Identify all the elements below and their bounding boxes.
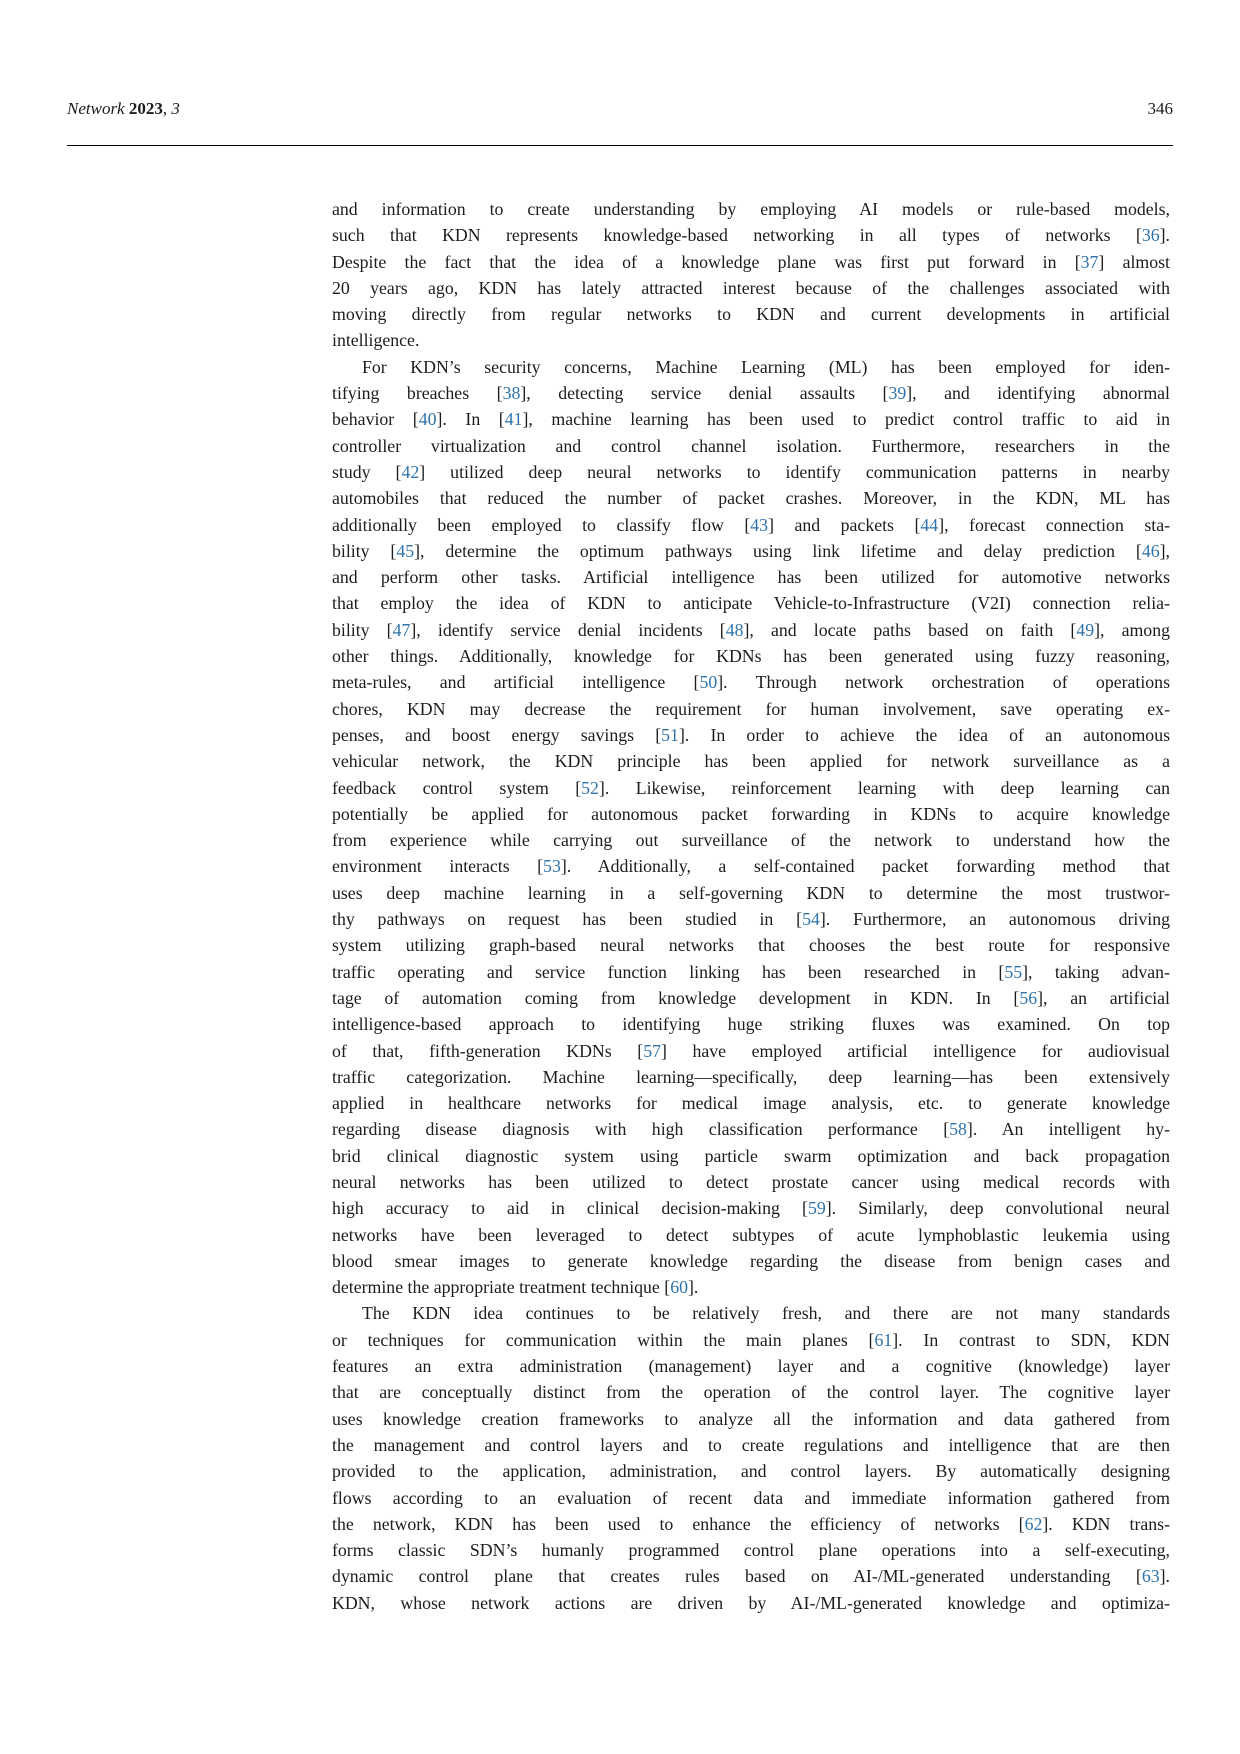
text-line: controller virtualization and control channel isolation. Furthermore, researchers in the — [332, 435, 1170, 456]
text-line: 20 years ago, KDN has lately attracted interest because of the challenges associated with — [332, 277, 1170, 298]
text-line: the management and control layers and to create regulations and intelligence that are then — [332, 1434, 1170, 1455]
citation-ref[interactable]: 39 — [888, 383, 907, 404]
citation-ref[interactable]: 38 — [502, 383, 521, 404]
citation-ref[interactable]: 49 — [1076, 619, 1095, 640]
citation-ref[interactable]: 37 — [1080, 251, 1099, 272]
text-line: intelligence-based approach to identifying huge striking fluxes was examined. On top — [332, 1014, 1170, 1035]
page-number: 346 — [1147, 99, 1173, 118]
citation-ref[interactable]: 40 — [418, 409, 437, 430]
text-line: such that KDN represents knowledge-based networking in all types of networks [36]. — [332, 225, 1170, 246]
text-line: regarding disease diagnosis with high classification performance [58]. An intelligent hy- — [332, 1119, 1170, 1140]
text-line: environment interacts [53]. Additionally, a self-contained packet forwarding method that — [332, 856, 1170, 877]
text-line: meta-rules, and artificial intelligence [50]. Through network orchestration of operations — [332, 672, 1170, 693]
text-line: forms classic SDN’s humanly programmed control plane operations into a self-executing, — [332, 1540, 1170, 1561]
text-line: intelligence. — [332, 330, 420, 351]
citation-ref[interactable]: 55 — [1004, 961, 1023, 982]
citation-ref[interactable]: 43 — [750, 514, 769, 535]
text-line: of that, fifth-generation KDNs [57] have employed artificial intelligence for audiovisual — [332, 1040, 1170, 1061]
text-line: networks have been leveraged to detect subtypes of acute lymphoblastic leukemia using — [332, 1224, 1170, 1245]
running-head-title — [67, 99, 180, 119]
text-line: thy pathways on request has been studied in [54]. Furthermore, an autonomous driving — [332, 909, 1170, 930]
text-line: determine the appropriate treatment technique [60]. — [332, 1277, 699, 1298]
text-line: tifying breaches [38], detecting service denial assaults [39], and identifying abnormal — [332, 383, 1170, 404]
text-line: other things. Additionally, knowledge for KDNs has been generated using fuzzy reasoning, — [332, 646, 1170, 667]
citation-ref[interactable]: 59 — [807, 1198, 826, 1219]
paragraph — [332, 196, 1170, 354]
journal-year: 2023 — [128, 99, 163, 118]
journal-name: Network — [67, 99, 125, 118]
text-line: and information to create understanding by employing AI models or rule-based models, — [332, 199, 1170, 219]
running-head — [67, 99, 1173, 119]
text-line: that are conceptually distinct from the operation of the control layer. The cognitive layer — [332, 1382, 1170, 1403]
citation-ref[interactable]: 48 — [725, 619, 744, 640]
citation-ref[interactable]: 58 — [949, 1119, 967, 1140]
text-line: KDN, whose network actions are driven by AI-/ML-generated knowledge and optimiza- — [332, 1592, 1170, 1613]
text-line: penses, and boost energy savings [51]. In order to achieve the idea of an autonomous — [332, 724, 1170, 745]
text-line: that employ the idea of KDN to anticipate Vehicle-to-Infrastructure (V2I) connection relia- — [332, 593, 1170, 614]
text-line: uses knowledge creation frameworks to analyze all the information and data gathered from — [332, 1408, 1170, 1429]
citation-ref[interactable]: 44 — [920, 514, 939, 535]
text-line: traffic categorization. Machine learning—specifically, deep learning—has been extensively — [332, 1066, 1170, 1087]
text-line: vehicular network, the KDN principle has been applied for network surveillance as a — [332, 751, 1170, 772]
text-line: or techniques for communication within the main planes [61]. In contrast to SDN, KDN — [332, 1329, 1170, 1350]
text-line: high accuracy to aid in clinical decision-making [59]. Similarly, deep convolutional neural — [332, 1198, 1170, 1219]
text-line: uses deep machine learning in a self-governing KDN to determine the most trustwor- — [332, 882, 1170, 903]
text-line: the network, KDN has been used to enhance the efficiency of networks [62]. KDN trans- — [332, 1513, 1170, 1534]
citation-ref[interactable]: 36 — [1141, 225, 1160, 246]
text-line: provided to the application, administration, and control layers. By automatically designing — [332, 1461, 1170, 1482]
paragraph — [332, 354, 1170, 1301]
journal-volume: 3 — [171, 99, 180, 118]
text-line: behavior [40]. In [41], machine learning has been used to predict control traffic to aid in — [332, 409, 1171, 430]
citation-ref[interactable]: 60 — [670, 1277, 688, 1298]
text-line: The KDN idea continues to be relatively fresh, and there are not many standards — [362, 1303, 1170, 1324]
citation-ref[interactable]: 53 — [543, 856, 561, 877]
text-line: applied in healthcare networks for medical image analysis, etc. to generate knowledge — [332, 1093, 1170, 1114]
text-line: and perform other tasks. Artificial intelligence has been utilized for automotive networks — [332, 567, 1170, 588]
citation-ref[interactable]: 56 — [1019, 987, 1038, 1008]
text-line: potentially be applied for autonomous packet forwarding in KDNs to acquire knowledge — [332, 803, 1170, 824]
citation-ref[interactable]: 62 — [1024, 1513, 1043, 1534]
citation-ref[interactable]: 51 — [661, 724, 679, 745]
text-line: additionally been employed to classify flow [43] and packets [44], forecast connection sta- — [332, 514, 1171, 535]
citation-ref[interactable]: 54 — [802, 909, 820, 930]
text-line: Despite the fact that the idea of a knowledge plane was first put forward in [37] almost — [332, 251, 1170, 272]
journal-separator: , — [162, 99, 172, 118]
text-line: moving directly from regular networks to KDN and current developments in artificial — [332, 304, 1170, 325]
text-line: bility [45], determine the optimum pathways using link lifetime and delay prediction [46], — [332, 540, 1170, 561]
text-line: tage of automation coming from knowledge development in KDN. In [56], an artificial — [332, 987, 1170, 1008]
text-line: blood smear images to generate knowledge regarding the disease from benign cases and — [332, 1250, 1170, 1271]
citation-ref[interactable]: 63 — [1141, 1566, 1160, 1587]
paragraph — [332, 1300, 1170, 1616]
text-line: system utilizing graph-based neural networks that chooses the best route for responsive — [332, 935, 1170, 956]
text-line: dynamic control plane that creates rules based on AI-/ML-generated understanding [63]. — [332, 1566, 1170, 1587]
citation-ref[interactable]: 61 — [874, 1329, 893, 1350]
citation-ref[interactable]: 42 — [401, 461, 420, 482]
text-line: neural networks has been utilized to detect prostate cancer using medical records with — [332, 1171, 1170, 1192]
text-line: For KDN’s security concerns, Machine Learning (ML) has been employed for iden- — [362, 356, 1170, 377]
text-line: chores, KDN may decrease the requirement for human involvement, save operating ex- — [332, 698, 1170, 719]
text-line: features an extra administration (management) layer and a cognitive (knowledge) layer — [332, 1356, 1170, 1377]
text-line: bility [47], identify service denial incidents [48], and locate paths based on faith [49], among — [332, 619, 1170, 640]
citation-ref[interactable]: 45 — [396, 540, 415, 561]
body-text — [332, 196, 1170, 1616]
text-line: automobiles that reduced the number of packet crashes. Moreover, in the KDN, ML has — [332, 488, 1170, 509]
text-line: traffic operating and service function linking has been researched in [55], taking advan- — [332, 961, 1170, 982]
header-rule — [67, 145, 1173, 146]
text-line: study [42] utilized deep neural networks to identify communication patterns in nearby — [332, 461, 1170, 482]
text-line: brid clinical diagnostic system using particle swarm optimization and back propagation — [332, 1145, 1170, 1166]
citation-ref[interactable]: 57 — [643, 1040, 661, 1061]
citation-ref[interactable]: 52 — [581, 777, 599, 798]
citation-ref[interactable]: 46 — [1141, 540, 1160, 561]
text-line: from experience while carrying out surveillance of the network to understand how the — [332, 830, 1170, 851]
citation-ref[interactable]: 47 — [392, 619, 411, 640]
citation-ref[interactable]: 41 — [504, 409, 523, 430]
text-line: feedback control system [52]. Likewise, reinforcement learning with deep learning can — [332, 777, 1170, 798]
text-line: flows according to an evaluation of recent data and immediate information gathered from — [332, 1487, 1170, 1508]
citation-ref[interactable]: 50 — [699, 672, 718, 693]
